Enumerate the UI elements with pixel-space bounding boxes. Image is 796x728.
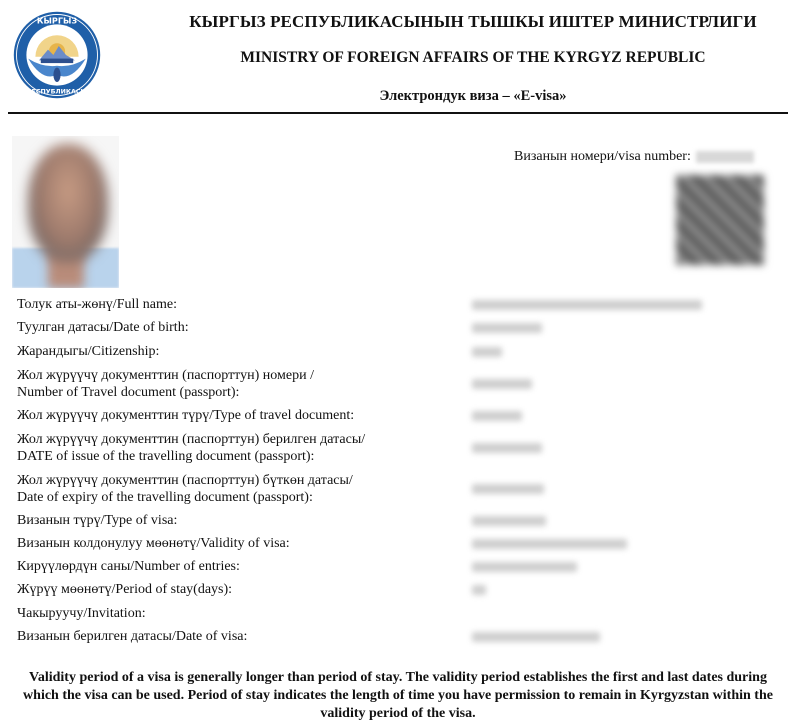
field-label-line: Жүрүү мөөнөтү/Period of stay(days): bbox=[17, 582, 233, 597]
field-label bbox=[17, 319, 189, 336]
field-label bbox=[17, 535, 290, 552]
svg-text:КЫРГЫЗ: КЫРГЫЗ bbox=[36, 15, 78, 26]
field-label bbox=[17, 296, 177, 313]
document-subtitle: Электрондук виза – «E-visa» bbox=[379, 88, 567, 104]
field-label-line: Жол жүрүүчү документтин (паспорттун) бүткөн датасы/ bbox=[17, 473, 353, 488]
field-value-redacted bbox=[472, 323, 542, 333]
field-label bbox=[17, 407, 354, 424]
field-label-line: Визанын түрү/Type of visa: bbox=[17, 513, 178, 528]
field-label bbox=[17, 512, 177, 529]
qr-code bbox=[676, 175, 764, 265]
ministry-title-english: MINISTRY OF FOREIGN AFFAIRS OF THE KYRGYZ REPUBLIC bbox=[240, 49, 706, 66]
field-label bbox=[17, 367, 314, 401]
field-value-redacted bbox=[472, 539, 627, 549]
visa-number-label: Визанын номери/visa number: bbox=[514, 149, 691, 164]
header-divider bbox=[8, 112, 788, 114]
field-label bbox=[17, 431, 365, 465]
field-label bbox=[17, 605, 146, 622]
field-label-line: Визанын берилген датасы/Date of visa: bbox=[17, 629, 248, 644]
field-value-redacted bbox=[472, 443, 542, 453]
field-label bbox=[17, 472, 353, 506]
field-value-redacted bbox=[472, 411, 522, 421]
field-value-redacted bbox=[472, 379, 532, 389]
field-value-redacted bbox=[472, 347, 502, 357]
field-label-line: DATE of issue of the travelling document (passport): bbox=[17, 449, 315, 464]
field-value-redacted bbox=[472, 562, 577, 572]
field-label bbox=[17, 558, 240, 575]
field-label-line: Date of expiry of the travelling document (passport): bbox=[17, 490, 313, 505]
svg-text:РЕСПУБЛИКАСЫ: РЕСПУБЛИКАСЫ bbox=[26, 88, 88, 96]
field-label-line: Жол жүрүүчү документтин түрү/Type of travel document: bbox=[17, 408, 355, 423]
field-label bbox=[17, 581, 232, 598]
kyrgyz-state-emblem-icon bbox=[12, 10, 102, 100]
applicant-photo bbox=[12, 136, 119, 288]
field-label-line: Туулган датасы/Date of birth: bbox=[17, 320, 189, 335]
validity-notice: Validity period of a visa is generally longer than period of stay. The validity period establishes the first and last dates during which the visa can be used. Period of stay indicates the length of time you have permission to remain in Kyrgyzstan within the validity period of the visa. bbox=[23, 670, 773, 721]
field-label-line: Толук аты-жөнү/Full name: bbox=[17, 297, 177, 312]
field-label-line: Кирүүлөрдүн саны/Number of entries: bbox=[17, 559, 240, 574]
visa-number-value-redacted bbox=[696, 151, 754, 163]
field-label-line: Number of Travel document (passport): bbox=[17, 385, 240, 400]
document-header bbox=[0, 0, 796, 116]
field-value-redacted bbox=[472, 516, 546, 526]
field-label bbox=[17, 343, 159, 360]
field-label-line: Жол жүрүүчү документтин (паспорттун) берилген датасы/ bbox=[17, 432, 366, 447]
visa-number bbox=[514, 149, 754, 165]
field-label bbox=[17, 628, 247, 645]
field-label-line: Жол жүрүүчү документтин (паспорттун) номери / bbox=[17, 368, 314, 383]
ministry-title-kyrgyz: КЫРГЫЗ РЕСПУБЛИКАСЫНЫН ТЫШКЫ ИШТЕР МИНИСТРЛИГИ bbox=[189, 12, 757, 31]
field-value-redacted bbox=[472, 585, 486, 595]
field-label-line: Визанын колдонулуу мөөнөтү/Validity of visa: bbox=[17, 536, 290, 551]
field-value-redacted bbox=[472, 632, 600, 642]
field-value-redacted bbox=[472, 484, 544, 494]
field-value-redacted bbox=[472, 300, 702, 310]
field-label-line: Жарандыгы/Citizenship: bbox=[17, 344, 160, 359]
field-label-line: Чакыруучу/Invitation: bbox=[17, 606, 146, 621]
